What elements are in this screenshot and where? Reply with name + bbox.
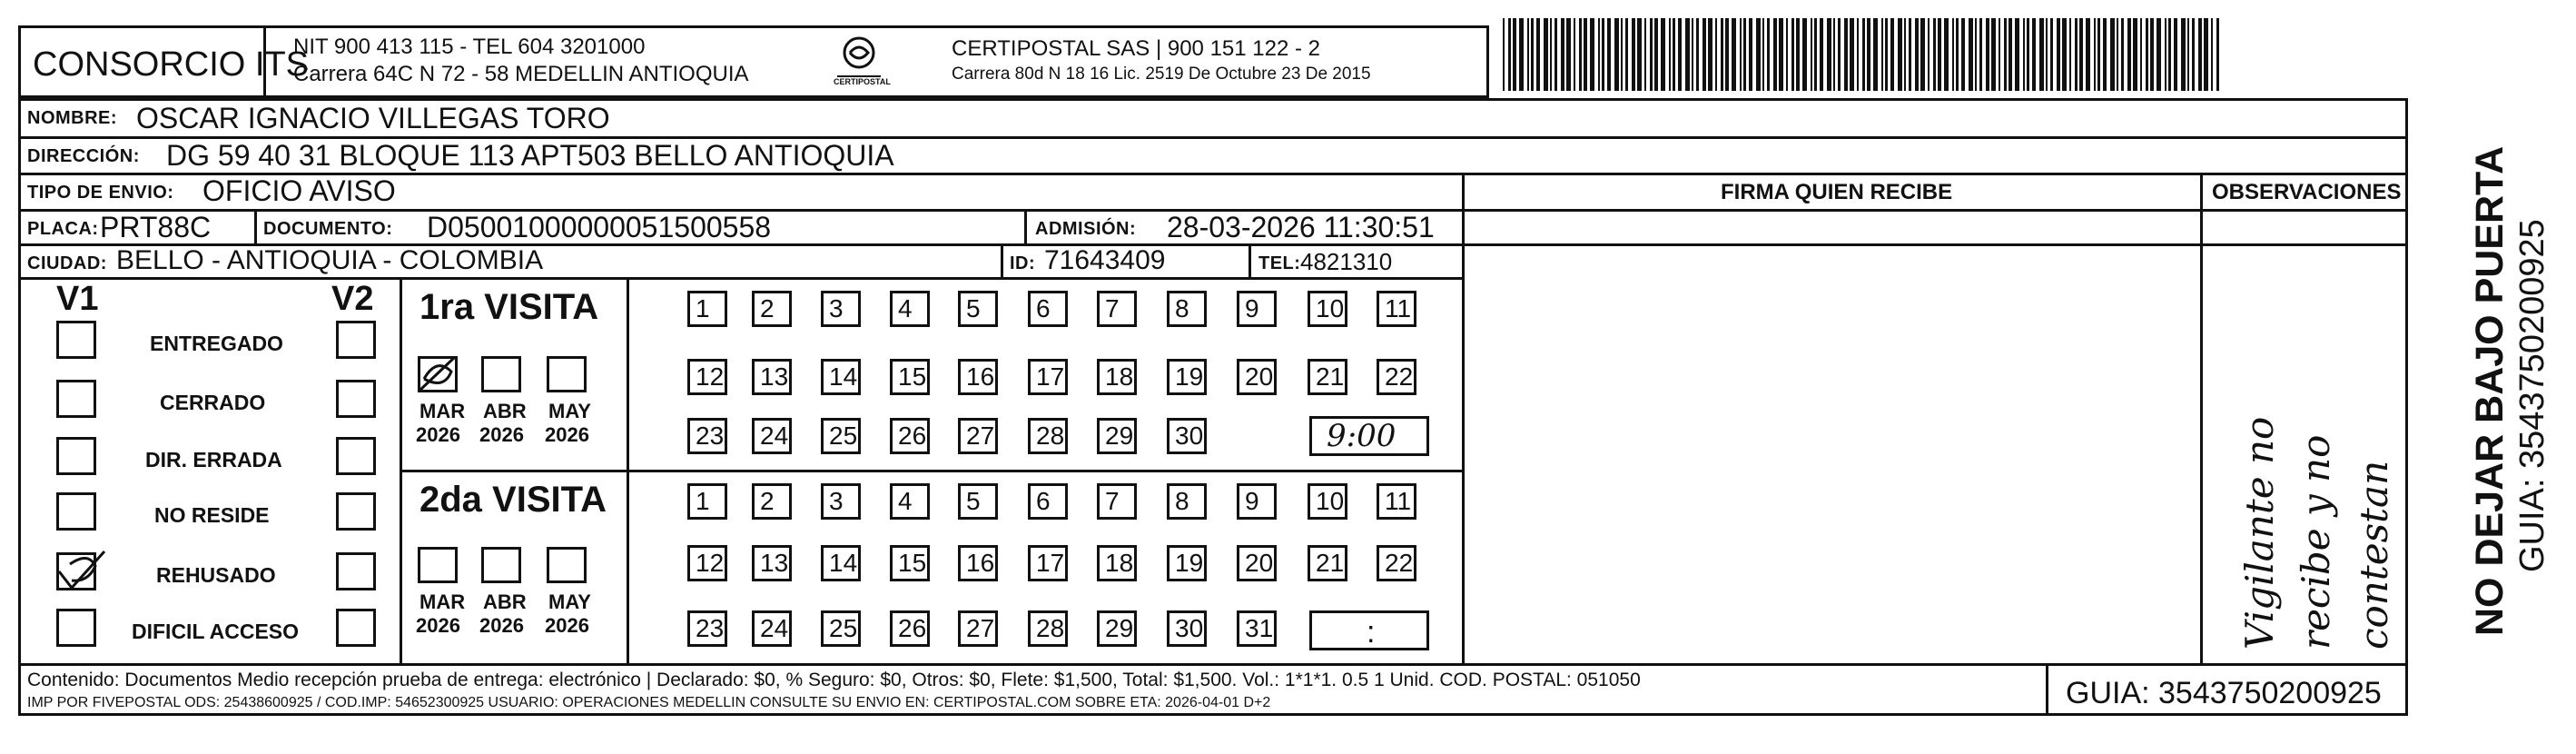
barcode-bar [2187, 18, 2189, 91]
barcode-bar [1503, 18, 1505, 91]
day-cell[interactable]: 27 [958, 610, 998, 647]
year-label: 2026 [479, 423, 524, 446]
barcode-bar [1692, 18, 1693, 91]
observaciones-header: OBSERVACIONES [2212, 180, 2402, 204]
year-label: 2026 [545, 423, 589, 446]
day-cell[interactable]: 16 [958, 359, 998, 395]
nit-line: NIT 900 413 115 - TEL 604 3201000 [293, 35, 646, 59]
barcode-bar [1885, 18, 1888, 91]
ciudad-label-text: CIUDAD: [27, 253, 107, 273]
barcode-bar [2150, 18, 2154, 91]
day-cell[interactable]: 10 [1308, 291, 1347, 327]
year-label: 2026 [416, 614, 460, 637]
barcode-bar [1827, 18, 1831, 91]
day-cell[interactable]: 16 [958, 545, 998, 581]
month-checkbox[interactable] [547, 547, 587, 583]
tel-divider [1249, 243, 1251, 277]
day-cell[interactable]: 8 [1167, 291, 1207, 327]
obs-left-divider [2200, 173, 2203, 663]
month-label: MAY [548, 400, 591, 422]
day-cell[interactable]: 17 [1028, 545, 1068, 581]
tipo-value: OFICIO AVISO [202, 174, 396, 207]
barcode-bar [2050, 18, 2053, 91]
certipostal-logo [834, 35, 891, 89]
barcode-bar [2198, 18, 2202, 91]
v2-checkbox[interactable] [336, 552, 376, 590]
barcode-bar [1536, 18, 1540, 91]
observacion-line: Vigilante no [2237, 416, 2282, 650]
barcode-bar [1811, 18, 1812, 91]
barcode-bar [2086, 18, 2090, 91]
side-guia: GUIA: 3543750200925 [2513, 219, 2551, 572]
barcode-bar [1607, 18, 1611, 91]
ciudad-label [27, 254, 107, 273]
v1-checkbox[interactable] [56, 380, 96, 418]
barcode-bar [2079, 18, 2083, 91]
day-cell[interactable]: 18 [1097, 545, 1137, 581]
barcode-bar [1979, 18, 1982, 91]
day-cell[interactable]: 7 [1097, 483, 1137, 520]
placa-divider [254, 209, 257, 243]
barcode-bar [1975, 18, 1977, 91]
barcode-bar [1703, 18, 1706, 91]
v2-checkbox[interactable] [336, 321, 376, 359]
barcode-bar [1850, 18, 1854, 91]
footer-imp: IMP POR FIVEPOSTAL ODS: 25438600925 / COD.IMP: 54652300925 USUARIO: OPERACIONES MEDELLIN CONSULTE SU ENVIO EN: CERTIPOSTAL.COM SOBRE ETA: 2026-04-01 D+2 [27, 695, 1271, 710]
year-label: 2026 [479, 614, 524, 637]
day-cell[interactable]: 15 [890, 545, 930, 581]
barcode-bar [1881, 18, 1883, 91]
barcode-bar [1740, 18, 1742, 91]
day-cell[interactable]: 12 [687, 359, 727, 395]
barcode-bar [1715, 18, 1717, 91]
direccion-value: DG 59 40 31 BLOQUE 113 APT503 BELLO ANTIOQUIA [166, 139, 894, 172]
barcode-bar [1791, 18, 1794, 91]
day-cell[interactable]: 8 [1167, 483, 1207, 520]
barcode-bar [1614, 18, 1619, 91]
documento-label-text: DOCUMENTO: [263, 219, 393, 239]
admision-divider [1024, 209, 1027, 243]
barcode-bar [1986, 18, 1989, 91]
check-mark-icon [55, 546, 110, 591]
barcode-bar [1944, 18, 1949, 91]
barcode-bar [1637, 18, 1642, 91]
time-box-first[interactable] [1309, 416, 1429, 456]
time-handwritten: 9:00 [1327, 418, 1397, 454]
barcode-bar [1732, 18, 1736, 91]
barcode-bar [1767, 18, 1770, 91]
v1-checkbox[interactable] [56, 609, 96, 647]
company-name: CONSORCIO ITS [33, 45, 310, 84]
day-cell[interactable]: 31 [1237, 610, 1277, 647]
footer-guia: GUIA: 3543750200925 [2066, 676, 2382, 710]
v1-checkbox[interactable] [56, 321, 96, 359]
barcode-bar [2103, 18, 2107, 91]
row-line-5 [18, 277, 1462, 280]
admision-label-text: ADMISIÓN: [1035, 219, 1137, 239]
day-cell[interactable]: 14 [821, 545, 861, 581]
day-cell[interactable]: 4 [890, 483, 930, 520]
barcode-bar [1544, 18, 1548, 91]
day-cell[interactable]: 1 [687, 291, 727, 327]
day-cell[interactable]: 9 [1237, 483, 1277, 520]
barcode-bar [1644, 18, 1646, 91]
barcode-bar [2140, 18, 2142, 91]
barcode-bar [1961, 18, 1965, 91]
day-cell[interactable]: 11 [1377, 483, 1416, 520]
admision-label [1035, 220, 1136, 238]
barcode-bar [1762, 18, 1764, 91]
barcode-bar [2168, 18, 2171, 91]
barcode-bar [1661, 18, 1665, 91]
barcode-bar [1862, 18, 1865, 91]
barcode-bar [1796, 18, 1800, 91]
firma-header: FIRMA QUIEN RECIBE [1721, 180, 1953, 204]
barcode-bar [1678, 18, 1682, 91]
barcode-bar [1933, 18, 1936, 91]
barcode-bar [1574, 18, 1575, 91]
footer-line [18, 663, 2408, 666]
barcode-bar [1554, 18, 1557, 91]
barcode-bar [2094, 18, 2096, 91]
barcode-bar [2157, 18, 2161, 91]
obs-head-line [1462, 243, 2408, 246]
tel-value: 4821310 [1300, 248, 1393, 275]
barcode-bar [1802, 18, 1807, 91]
status-label: ENTREGADO [150, 332, 283, 355]
barcode-bar [1991, 18, 1996, 91]
v2-checkbox[interactable] [336, 380, 376, 418]
observacion-line: recibe y no [2294, 434, 2338, 650]
year-label: 2026 [416, 423, 460, 446]
footer-guia-divider [2046, 663, 2048, 716]
barcode-bar [1721, 18, 1723, 91]
barcode-bar [1969, 18, 1973, 91]
barcode-bar [1956, 18, 1959, 91]
month-label: ABR [483, 590, 527, 613]
day-cell[interactable]: 24 [752, 610, 792, 647]
day-cell[interactable]: 4 [890, 291, 930, 327]
tel-label-text: TEL: [1258, 253, 1301, 273]
barcode-bar [1749, 18, 1752, 91]
day-cell[interactable]: 17 [1028, 359, 1068, 395]
day-cell[interactable]: 30 [1167, 610, 1207, 647]
barcode-bar [2174, 18, 2177, 91]
day-cell[interactable]: 26 [890, 418, 930, 454]
tel-label [1258, 254, 1300, 273]
firma-left-divider [1462, 173, 1465, 663]
visit-divider [400, 470, 1462, 472]
day-cell[interactable]: 23 [687, 610, 727, 647]
day-cell[interactable]: 24 [752, 418, 792, 454]
barcode-bar [1867, 18, 1870, 91]
barcode-bar [2008, 18, 2012, 91]
month-label: MAR [419, 590, 466, 613]
day-cell[interactable]: 20 [1237, 359, 1277, 395]
day-cell[interactable]: 19 [1167, 359, 1207, 395]
day-cell[interactable]: 6 [1028, 291, 1068, 327]
barcode-bar [1786, 18, 1788, 91]
day-cell[interactable]: 13 [752, 545, 792, 581]
month-label: MAY [548, 590, 591, 613]
barcode-bar [1857, 18, 1859, 91]
status-label: REHUSADO [156, 563, 276, 587]
first-visit-title: 1ra VISITA [419, 287, 599, 327]
barcode-bar [1654, 18, 1658, 91]
barcode-bar [2069, 18, 2071, 91]
barcode-bar [2181, 18, 2186, 91]
barcode-bar [2133, 18, 2137, 91]
barcode-bar [2110, 18, 2115, 91]
id-label-text: ID: [1010, 253, 1036, 273]
barcode-bar [1725, 18, 1729, 91]
month-mark-icon [415, 353, 460, 395]
v1-label: V1 [56, 280, 99, 318]
barcode-bar [1625, 18, 1628, 91]
barcode-bar [1743, 18, 1746, 91]
day-cell[interactable]: 28 [1028, 610, 1068, 647]
day-cell[interactable]: 6 [1028, 483, 1068, 520]
month-label: ABR [483, 400, 527, 422]
barcode-bar [1779, 18, 1783, 91]
observacion-line: contestan [2352, 460, 2396, 650]
barcode-bar [1632, 18, 1635, 91]
barcode-bar [1820, 18, 1823, 91]
barcode-bar [2146, 18, 2148, 91]
v1-checkbox[interactable] [56, 437, 96, 475]
barcode-bar [1898, 18, 1902, 91]
month-checkbox[interactable] [418, 547, 458, 583]
barcode-bar [1952, 18, 1954, 91]
status-label: CERRADO [160, 391, 266, 414]
day-cell[interactable]: 27 [958, 418, 998, 454]
barcode-bar [2039, 18, 2044, 91]
v2-checkbox[interactable] [336, 609, 376, 647]
v2-checkbox[interactable] [336, 437, 376, 475]
barcode-bar [1814, 18, 1817, 91]
barcode-bar [2032, 18, 2036, 91]
barcode-bar [1527, 18, 1529, 91]
month-checkbox[interactable] [418, 356, 458, 392]
nombre-label [27, 109, 117, 127]
barcode-bar [1915, 18, 1919, 91]
v2-label: V2 [331, 280, 374, 318]
direccion-label [27, 147, 140, 165]
barcode [1503, 18, 2229, 91]
barcode-bar [1590, 18, 1594, 91]
barcode-bar [1531, 18, 1534, 91]
day-cell[interactable]: 21 [1308, 545, 1347, 581]
barcode-bar [2165, 18, 2166, 91]
barcode-bar [2216, 18, 2219, 91]
barcode-bar [2057, 18, 2060, 91]
barcode-bar [2027, 18, 2029, 91]
day-cell[interactable]: 30 [1167, 418, 1207, 454]
time-colon: : [1367, 615, 1376, 650]
barcode-bar [1584, 18, 1587, 91]
barcode-bar [1833, 18, 1835, 91]
v1-checkbox[interactable] [56, 552, 96, 590]
status-label: DIFICIL ACCESO [132, 620, 300, 643]
tipo-label [27, 184, 173, 202]
id-divider [1001, 243, 1003, 277]
day-cell[interactable]: 10 [1308, 483, 1347, 520]
barcode-bar [2192, 18, 2195, 91]
barcode-bar [1920, 18, 1925, 91]
barcode-bar [1519, 18, 1524, 91]
address-line: Carrera 64C N 72 - 58 MEDELLIN ANTIOQUIA [293, 62, 749, 86]
day-cell[interactable]: 2 [752, 483, 792, 520]
barcode-bar [1685, 18, 1690, 91]
barcode-bar [2062, 18, 2067, 91]
day-cell[interactable]: 5 [958, 483, 998, 520]
day-cell[interactable]: 11 [1377, 291, 1416, 327]
barcode-bar [2127, 18, 2131, 91]
barcode-bar [1999, 18, 2000, 91]
id-label [1010, 254, 1035, 273]
ciudad-value: BELLO - ANTIOQUIA - COLOMBIA [116, 245, 544, 275]
barcode-bar [1579, 18, 1582, 91]
barcode-bar [1909, 18, 1911, 91]
barcode-bar [1904, 18, 1906, 91]
direccion-label-text: DIRECCIÓN: [27, 146, 140, 166]
barcode-bar [2015, 18, 2019, 91]
barcode-bar [2211, 18, 2213, 91]
day-cell[interactable]: 7 [1097, 291, 1137, 327]
barcode-bar [2046, 18, 2048, 91]
documento-label [263, 220, 392, 238]
barcode-bar [1928, 18, 1930, 91]
barcode-bar [1696, 18, 1699, 91]
day-cell[interactable]: 18 [1097, 359, 1137, 395]
barcode-bar [1673, 18, 1675, 91]
barcode-bar [1708, 18, 1712, 91]
nombre-value: OSCAR IGNACIO VILLEGAS TORO [136, 102, 610, 134]
nombre-label-text: NOMBRE: [27, 108, 118, 128]
barcode-bar [2121, 18, 2124, 91]
tipo-label-text: TIPO DE ENVIO: [27, 183, 174, 203]
day-cell[interactable]: 26 [890, 610, 930, 647]
courier-address: Carrera 80d N 18 16 Lic. 2519 De Octubre 23 De 2015 [952, 64, 1371, 84]
placa-label [27, 220, 99, 238]
month-label: MAR [419, 400, 466, 422]
year-label: 2026 [545, 614, 589, 637]
admision-value: 28-03-2026 11:30:51 [1167, 211, 1435, 243]
day-cell[interactable]: 5 [958, 291, 998, 327]
day-cell[interactable]: 14 [821, 359, 861, 395]
second-visit-title: 2da VISITA [419, 480, 607, 520]
status-label: DIR. ERRADA [145, 448, 282, 471]
day-cell[interactable]: 2 [752, 291, 792, 327]
barcode-bar [1890, 18, 1894, 91]
barcode-bar [1513, 18, 1516, 91]
barcode-bar [2075, 18, 2078, 91]
placa-value: PRT88C [100, 211, 212, 243]
day-cell[interactable]: 1 [687, 483, 727, 520]
barcode-bar [1550, 18, 1552, 91]
day-cell[interactable]: 19 [1167, 545, 1207, 581]
day-cell[interactable]: 12 [687, 545, 727, 581]
barcode-bar [1598, 18, 1600, 91]
day-cell[interactable]: 22 [1377, 359, 1416, 395]
v2-checkbox[interactable] [336, 492, 376, 531]
placa-label-text: PLACA: [27, 219, 99, 239]
footer-contenido: Contenido: Documentos Medio recepción prueba de entrega: electrónico | Declarado: $0, % Seguro: $0, Otros: $0, Flete: $1,500, Total: $1,500. Vol.: 1*1*1. 0.5 1 Unid. COD. POSTAL: 051050 [27, 670, 1641, 690]
barcode-bar [1873, 18, 1878, 91]
barcode-bar [2204, 18, 2208, 91]
courier-name: CERTIPOSTAL SAS | 900 151 122 - 2 [952, 36, 1320, 61]
day-cell[interactable]: 9 [1237, 291, 1277, 327]
barcode-bar [1650, 18, 1653, 91]
barcode-bar [1566, 18, 1571, 91]
barcode-bar [2004, 18, 2007, 91]
barcode-bar [1561, 18, 1564, 91]
barcode-bar [2097, 18, 2100, 91]
day-cell[interactable]: 25 [821, 418, 861, 454]
logo-text: CERTIPOSTAL [834, 77, 891, 86]
status-label: NO RESIDE [154, 503, 270, 527]
barcode-bar [1844, 18, 1848, 91]
barcode-bar [2023, 18, 2025, 91]
day-cell[interactable]: 15 [890, 359, 930, 395]
v1-checkbox[interactable] [56, 492, 96, 531]
barcode-bar [1669, 18, 1671, 91]
day-cell[interactable]: 20 [1237, 545, 1277, 581]
day-cell[interactable]: 3 [821, 483, 861, 520]
month-checkbox[interactable] [547, 356, 587, 392]
barcode-bar [1508, 18, 1511, 91]
side-warning: NO DEJAR BAJO PUERTA [2468, 145, 2512, 636]
day-cell[interactable]: 28 [1028, 418, 1068, 454]
barcode-bar [1621, 18, 1623, 91]
day-cell[interactable]: 23 [687, 418, 727, 454]
day-cell[interactable]: 21 [1308, 359, 1347, 395]
barcode-bar [1602, 18, 1604, 91]
barcode-bar [1938, 18, 1941, 91]
barcode-bar [1756, 18, 1761, 91]
day-cell[interactable]: 29 [1097, 418, 1137, 454]
month-checkbox[interactable] [481, 547, 521, 583]
documento-value: D05001000000051500558 [427, 211, 772, 243]
barcode-bar [1773, 18, 1777, 91]
month-checkbox[interactable] [481, 356, 521, 392]
barcode-bar [2117, 18, 2118, 91]
barcode-bar [1838, 18, 1841, 91]
time-box-second[interactable] [1309, 610, 1429, 650]
day-cell[interactable]: 3 [821, 291, 861, 327]
day-cell[interactable]: 22 [1377, 545, 1416, 581]
id-value: 71643409 [1044, 245, 1166, 275]
day-cell[interactable]: 13 [752, 359, 792, 395]
day-cell[interactable]: 25 [821, 610, 861, 647]
day-cell[interactable]: 29 [1097, 610, 1137, 647]
